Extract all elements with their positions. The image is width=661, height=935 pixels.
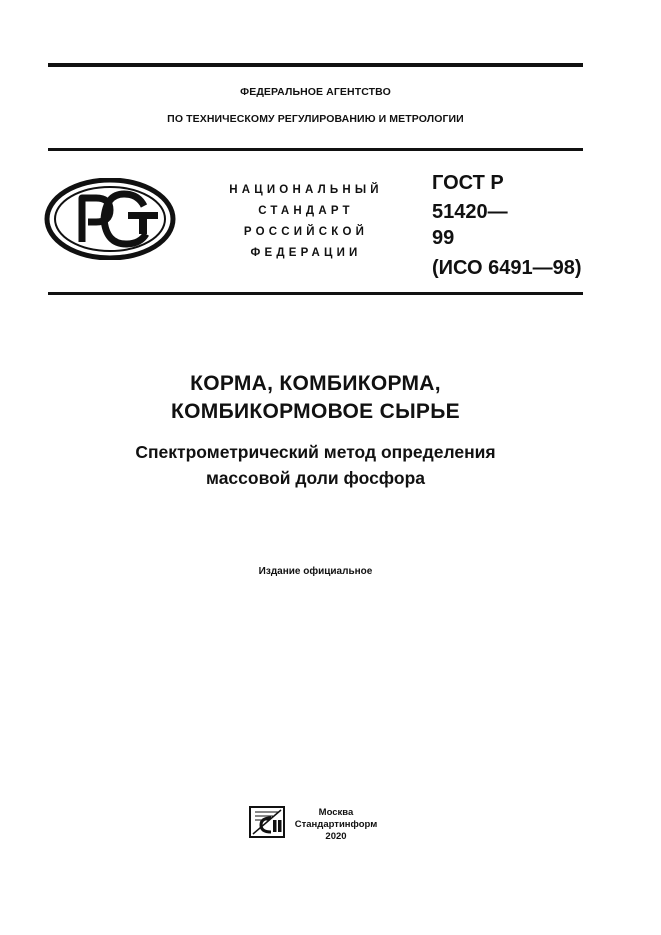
designation-line-4: (ИСО 6491—98) (432, 257, 582, 279)
designation-rule (48, 292, 583, 295)
publication-year: 2020 (325, 831, 347, 842)
designation-line-2: 51420— (432, 201, 508, 223)
standard-type-line-4: ФЕДЕРАЦИИ (250, 247, 362, 259)
agency-line-1: ФЕДЕРАЛЬНОЕ АГЕНТСТВО (240, 86, 391, 98)
publisher-name: Стандартинформ (294, 819, 378, 830)
publisher-city: Москва (318, 807, 354, 818)
edition-note: Издание официальное (258, 566, 373, 577)
document-title-line-1: КОРМА, КОМБИКОРМА, (190, 372, 441, 395)
document-subtitle-line-1: Спектрометрический метод определения (135, 442, 496, 462)
header-rule (48, 148, 583, 151)
standard-type-line-1: НАЦИОНАЛЬНЫЙ (229, 184, 383, 196)
rst-certification-emblem-icon (44, 178, 176, 260)
designation-line-3: 99 (432, 227, 455, 249)
standartinform-logo-icon (249, 806, 285, 838)
agency-line-2: ПО ТЕХНИЧЕСКОМУ РЕГУЛИРОВАНИЮ И МЕТРОЛОГИИ (167, 113, 464, 125)
top-rule (48, 63, 583, 67)
standard-type-line-2: СТАНДАРТ (258, 205, 354, 217)
standard-type-line-3: РОССИЙСКОЙ (243, 226, 369, 238)
document-title-line-2: КОМБИКОРМОВОЕ СЫРЬЕ (171, 400, 460, 423)
document-subtitle-line-2: массовой доли фосфора (205, 468, 425, 488)
designation-line-1: ГОСТ Р (432, 172, 504, 194)
